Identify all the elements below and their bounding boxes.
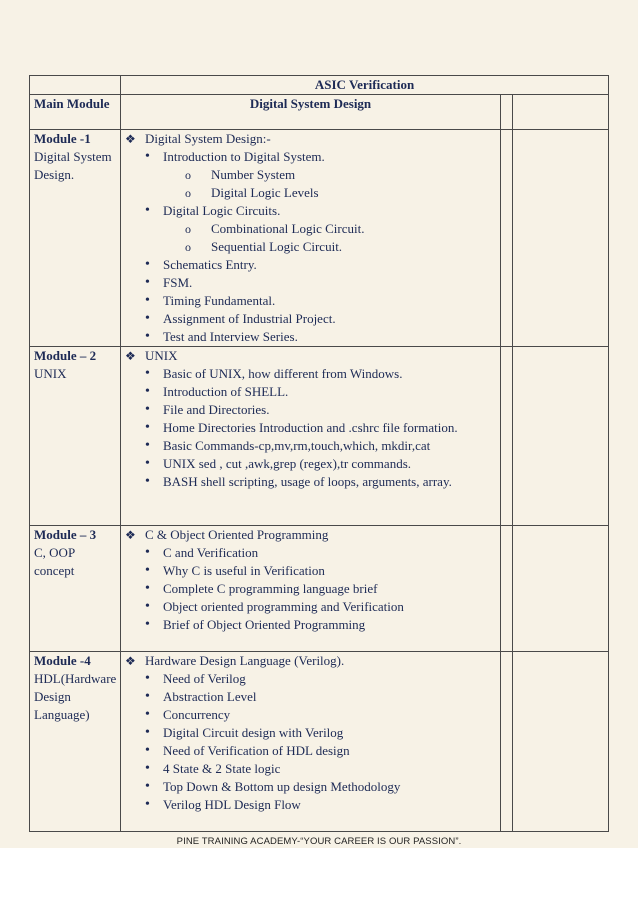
topic-heading bbox=[125, 526, 496, 544]
list-item bbox=[145, 473, 496, 491]
sub-topic-list bbox=[163, 166, 496, 202]
blank-cell bbox=[513, 652, 609, 832]
blank-cell bbox=[501, 526, 513, 652]
list-item-text: File and Directories. bbox=[163, 402, 270, 417]
list-item-text: Test and Interview Series. bbox=[163, 329, 298, 344]
list-item bbox=[145, 598, 496, 616]
main-module-label: Main Module bbox=[30, 95, 121, 130]
module-title: Module – 3 bbox=[34, 527, 97, 542]
list-item bbox=[145, 310, 496, 328]
sub-list-item: o Number System bbox=[185, 166, 496, 184]
topics-cell bbox=[121, 130, 501, 347]
list-item-text: Digital Logic Circuits. bbox=[163, 203, 281, 218]
list-item bbox=[145, 328, 496, 346]
sub-list-item: o Sequential Logic Circuit. bbox=[185, 238, 496, 256]
list-item-text: C and Verification bbox=[163, 545, 259, 560]
list-item bbox=[145, 383, 496, 401]
module-row bbox=[30, 347, 609, 526]
list-item bbox=[145, 796, 496, 814]
list-item bbox=[145, 148, 496, 202]
blank-cell bbox=[501, 130, 513, 347]
list-item-text: Why C is useful in Verification bbox=[163, 563, 325, 578]
topic-list bbox=[125, 544, 496, 634]
list-item-text: Complete C programming language brief bbox=[163, 581, 378, 596]
topic-heading-text: Hardware Design Language (Verilog). bbox=[145, 653, 345, 668]
list-item-text: UNIX sed , cut ,awk,grep (regex),tr commands. bbox=[163, 456, 412, 471]
list-item-text: Verilog HDL Design Flow bbox=[163, 797, 301, 812]
list-item-text: Introduction to Digital System. bbox=[163, 149, 325, 164]
topic-heading-text: Digital System Design:- bbox=[145, 131, 271, 146]
modules-body bbox=[30, 130, 609, 832]
module-name: UNIX bbox=[34, 366, 67, 381]
module-cell bbox=[30, 652, 121, 832]
list-item bbox=[145, 670, 496, 688]
title-row bbox=[30, 76, 609, 95]
list-item bbox=[145, 256, 496, 274]
blank-cell bbox=[501, 652, 513, 832]
header-blank-cell bbox=[513, 95, 609, 130]
header-blank-cell bbox=[501, 95, 513, 130]
module-cell bbox=[30, 130, 121, 347]
topic-list bbox=[125, 670, 496, 814]
syllabus-table bbox=[29, 75, 609, 832]
topic-heading bbox=[125, 652, 496, 670]
list-item-text: Timing Fundamental. bbox=[163, 293, 276, 308]
list-item bbox=[145, 724, 496, 742]
blank-cell bbox=[501, 347, 513, 526]
list-item bbox=[145, 706, 496, 724]
list-item-text: Home Directories Introduction and .cshrc file formation. bbox=[163, 420, 458, 435]
topic-list bbox=[125, 365, 496, 491]
sub-list-item: o Combinational Logic Circuit. bbox=[185, 220, 496, 238]
list-item bbox=[145, 202, 496, 256]
list-item bbox=[145, 742, 496, 760]
topics-cell bbox=[121, 347, 501, 526]
sub-topic-list bbox=[163, 220, 496, 256]
list-item bbox=[145, 401, 496, 419]
list-item-text: BASH shell scripting, usage of loops, arguments, array. bbox=[163, 474, 452, 489]
blank-cell bbox=[513, 526, 609, 652]
header-row bbox=[30, 95, 609, 130]
list-item bbox=[145, 544, 496, 562]
list-item-text: Object oriented programming and Verification bbox=[163, 599, 404, 614]
table-title: ASIC Verification bbox=[121, 76, 609, 95]
list-item-text: 4 State & 2 State logic bbox=[163, 761, 281, 776]
diamond-bullet-icon: ❖ bbox=[125, 132, 136, 146]
list-item bbox=[145, 688, 496, 706]
module-cell bbox=[30, 347, 121, 526]
list-item bbox=[145, 616, 496, 634]
list-item-text: Need of Verilog bbox=[163, 671, 246, 686]
diamond-bullet-icon: ❖ bbox=[125, 654, 136, 668]
list-item bbox=[145, 455, 496, 473]
list-item bbox=[145, 365, 496, 383]
list-item bbox=[145, 419, 496, 437]
module-cell bbox=[30, 526, 121, 652]
list-item bbox=[145, 562, 496, 580]
title-row-blank-cell bbox=[30, 76, 121, 95]
list-item bbox=[145, 437, 496, 455]
footer-text: PINE TRAINING ACADEMY-“YOUR CAREER IS OUR PASSION”. bbox=[176, 836, 462, 847]
module-row bbox=[30, 130, 609, 347]
topics-cell bbox=[121, 526, 501, 652]
list-item-text: Top Down & Bottom up design Methodology bbox=[163, 779, 401, 794]
topic-heading-text: C & Object Oriented Programming bbox=[145, 527, 329, 542]
diamond-bullet-icon: ❖ bbox=[125, 349, 136, 363]
diamond-bullet-icon: ❖ bbox=[125, 528, 136, 542]
table-subtitle: Digital System Design bbox=[121, 95, 501, 130]
list-item-text: Abstraction Level bbox=[163, 689, 257, 704]
module-name: C, OOP concept bbox=[34, 545, 75, 578]
list-item-text: Digital Circuit design with Verilog bbox=[163, 725, 344, 740]
topic-heading bbox=[125, 347, 496, 365]
list-item bbox=[145, 580, 496, 598]
list-item-text: Schematics Entry. bbox=[163, 257, 257, 272]
module-title: Module -1 bbox=[34, 131, 91, 146]
list-item-text: Basic of UNIX, how different from Windows. bbox=[163, 366, 403, 381]
list-item-text: Introduction of SHELL. bbox=[163, 384, 289, 399]
topic-heading bbox=[125, 130, 496, 148]
list-item-text: Brief of Object Oriented Programming bbox=[163, 617, 366, 632]
module-name: HDL(Hardware Design Language) bbox=[34, 671, 117, 722]
list-item bbox=[145, 778, 496, 796]
module-row bbox=[30, 652, 609, 832]
topic-list bbox=[125, 148, 496, 346]
list-item-text: Assignment of Industrial Project. bbox=[163, 311, 336, 326]
list-item-text: Need of Verification of HDL design bbox=[163, 743, 350, 758]
blank-cell bbox=[513, 130, 609, 347]
topic-heading-text: UNIX bbox=[145, 348, 178, 363]
list-item bbox=[145, 274, 496, 292]
topics-cell bbox=[121, 652, 501, 832]
list-item-text: Concurrency bbox=[163, 707, 231, 722]
module-title: Module – 2 bbox=[34, 348, 97, 363]
list-item bbox=[145, 760, 496, 778]
list-item-text: Basic Commands-cp,mv,rm,touch,which, mkdir,cat bbox=[163, 438, 431, 453]
module-title: Module -4 bbox=[34, 653, 91, 668]
sub-list-item: o Digital Logic Levels bbox=[185, 184, 496, 202]
module-row bbox=[30, 526, 609, 652]
list-item bbox=[145, 292, 496, 310]
module-name: Digital System Design. bbox=[34, 149, 112, 182]
list-item-text: FSM. bbox=[163, 275, 193, 290]
blank-cell bbox=[513, 347, 609, 526]
